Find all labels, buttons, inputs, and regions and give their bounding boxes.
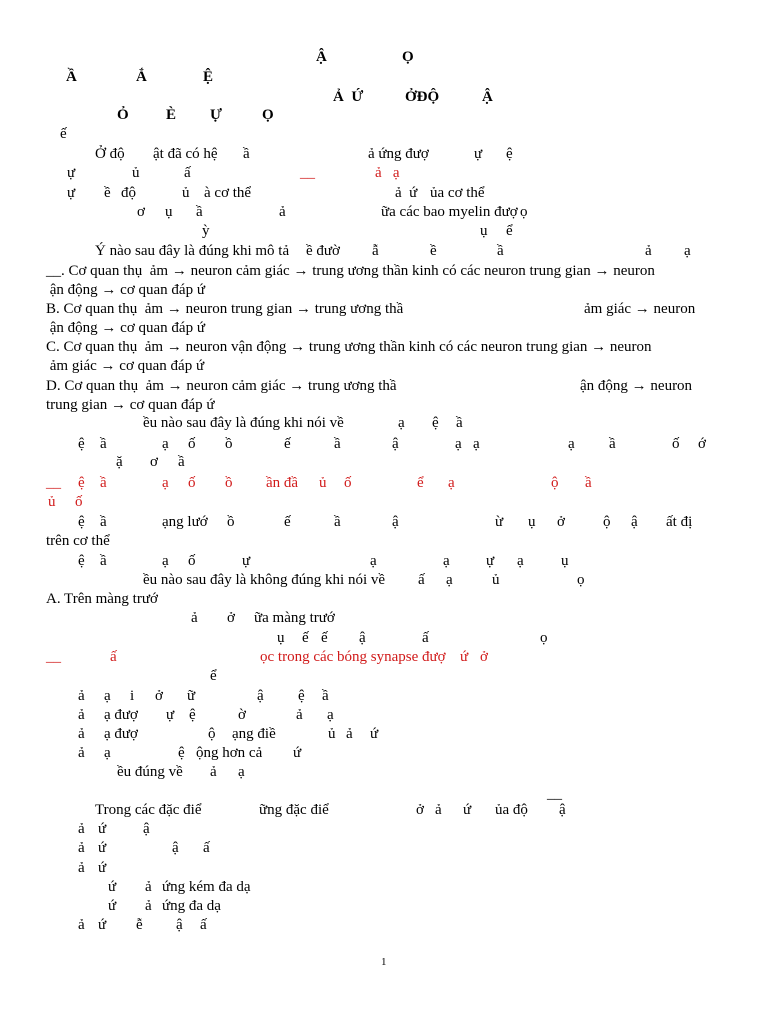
text-line: ỳ [202,223,210,239]
text-line: ừ [495,514,504,530]
text-line: ận động → cơ quan đáp ứ [46,282,205,298]
text-line: ả [346,726,353,742]
text-line: ủa độ [495,802,528,818]
text-line: ạng điề [232,726,276,742]
text-line: ấ [184,165,191,181]
text-line: ả ứng đượ [368,146,429,162]
text-line: ở [557,514,565,530]
text-line: Ệ [203,69,214,85]
text-line: Ọ [262,107,274,123]
text-line: ạ đượ [104,707,138,723]
text-line: ứ [370,726,379,742]
text-line: A. Trên màng trướ [46,591,158,607]
text-line: ố [188,553,196,569]
text-line: ố [75,494,83,510]
text-line: ủ [492,572,500,588]
text-line: ả [210,764,217,780]
text-line: ững đặc điể [259,802,329,818]
text-line: ể [506,223,513,239]
text-line: ữa các bao myelin đượ [381,204,518,220]
text-line: ạng lướ [162,514,208,530]
text-line: ữ [187,688,196,704]
text-line: ứ [463,802,472,818]
text-line: ệ [298,688,305,704]
text-line: ồ [225,436,233,452]
text-line: ố [188,475,196,491]
text-line: Ọ [402,49,414,65]
text-line: ụ [561,553,569,569]
text-line: ấ [110,649,117,665]
text-line: ứ [108,898,117,914]
text-line: ệ [78,475,85,491]
text-line: ệ [178,745,185,761]
text-line: ể [210,668,217,684]
text-line: Ự [210,107,222,123]
text-line: ả [78,745,85,761]
text-line: ứ [460,649,469,665]
text-line: Ả Ứ [333,89,364,105]
text-line: ầ [334,514,341,530]
text-line: ứ [98,860,107,876]
text-line: ứ [293,745,302,761]
text-line: ệ [432,415,439,431]
text-line: ạ [446,572,453,588]
text-line: ều nào sau đây là không đúng khi nói về [143,572,386,588]
text-line: ả ạ [375,165,400,181]
text-line: ụ [165,204,173,220]
text-line: C. Cơ quan thụ ảm → neuron vận động → trung ương thần kinh có các neuron trung gian → neuron [46,339,652,355]
text-line: ận động → neuron [580,378,693,394]
text-line: ụ [480,223,488,239]
text-line: ả [279,204,286,220]
text-line: ớ [698,436,706,452]
text-line: ả [645,243,652,259]
text-line: ả [78,860,85,876]
text-line: ộ [603,514,611,530]
text-line: ỞĐỘ [405,89,440,105]
text-line: ứ [108,879,117,895]
text-line: ự [67,165,76,181]
text-line: ả [296,707,303,723]
text-line: ọ [577,572,585,588]
text-line: ở [416,802,424,818]
text-line: ạ [104,745,111,761]
text-line: ạ [162,553,169,569]
text-line: ả [78,917,85,933]
text-line: ạ [568,436,575,452]
text-line: ệ [506,146,513,162]
text-line: ộng hơn cả [196,745,263,761]
text-line: ạ [455,436,462,452]
text-line: ầ [497,243,504,259]
text-line: ơ [137,204,145,220]
text-line: ạ [684,243,691,259]
text-line: Ầ [66,69,77,85]
text-line: B. Cơ quan thụ ảm → neuron trung gian → trung ương thầ [46,301,404,317]
text-line: ề [430,243,437,259]
text-line: ủ [319,475,327,491]
text-line: ế [60,126,67,142]
text-line: ều đúng về [117,764,183,780]
text-line: __ [547,786,562,802]
text-line: ầ [196,204,203,220]
text-line: ự [67,185,76,201]
text-line: ệ [78,436,85,452]
text-line: ế [284,514,291,530]
text-line: ả [78,707,85,723]
text-line: Ý nào sau đây là đúng khi mô tả [95,243,290,259]
text-line: ệ [78,514,85,530]
text-line: ậ [143,821,150,837]
text-line: ẫ [372,243,379,259]
text-line: ủ [328,726,336,742]
text-line: ầ [178,454,185,470]
text-line: độ [121,185,136,201]
text-line: ạ [162,475,169,491]
text-line: ụ [528,514,536,530]
text-line: ạ [443,553,450,569]
text-line: ậ [359,630,366,646]
text-line: ạ [104,688,111,704]
text-line: È [166,107,177,123]
text-line: ờ [238,707,246,723]
text-line: ấ [203,840,210,856]
text-line: ảm giác → neuron [584,301,696,317]
text-line: ạ [398,415,405,431]
text-line: ả [78,726,85,742]
page-number: 1 [381,956,387,968]
text-line: ạ [473,436,480,452]
text-line: ồ [227,514,235,530]
text-line: ả [78,688,85,704]
text-line: ả [78,821,85,837]
text-line: ở [155,688,163,704]
text-line: ế [302,630,309,646]
text-line: ễ [136,917,143,933]
text-line: Ỏ [117,107,129,123]
text-line: ậ [559,802,566,818]
text-line: ận động → cơ quan đáp ứ [46,320,205,336]
text-line: ậ [392,514,399,530]
text-line: ậ [176,917,183,933]
text-line: ậ [257,688,264,704]
text-line: ậ [392,436,399,452]
text-line: ả [145,898,152,914]
text-line: ộ [551,475,559,491]
text-line: ầ [100,514,107,530]
text-line: ế [284,436,291,452]
text-line: __ [300,165,315,181]
text-line: ở [480,649,488,665]
text-line: trung gian → cơ quan đáp ứ [46,397,215,413]
text-line: ều nào sau đây là đúng khi nói về [143,415,344,431]
text-line: Trong các đặc điể [95,802,202,818]
text-line: ạ đượ [104,726,138,742]
text-line: ệ [78,553,85,569]
text-line: Ậ [316,49,327,65]
text-line: ộ [208,726,216,742]
text-line: ố [188,436,196,452]
text-line: ất đị [666,514,693,530]
text-line: ứ [98,821,107,837]
text-line: ủ [132,165,140,181]
text-line: ủ [48,494,56,510]
text-line: ồ [225,475,233,491]
text-line: ự [242,553,251,569]
text-line: ạ [162,436,169,452]
text-line: __ [46,649,61,665]
text-line: à cơ thể [204,185,252,201]
text-line: Ở độ [95,146,125,162]
text-line: ạ [238,764,245,780]
text-line: ệ [189,707,196,723]
text-line: ậ [172,840,179,856]
text-line: ọc trong các bóng synapse đượ [260,649,446,665]
text-line: ầ [100,553,107,569]
text-line: ặ [116,454,123,470]
text-line: ầ [585,475,592,491]
text-line: ảm giác → cơ quan đáp ứ [46,358,205,374]
text-line: ế [321,630,328,646]
text-line: ạ [517,553,524,569]
text-line: ữa màng trướ [254,610,335,626]
text-line: ấ [422,630,429,646]
text-line: ề [104,185,111,201]
text-line: ự [474,146,483,162]
text-line: __ [46,475,61,491]
text-line: ọ [520,204,528,220]
text-line: ụ [277,630,285,646]
text-line: D. Cơ quan thụ ảm → neuron cảm giác → trung ương thầ [46,378,397,394]
text-line: i [130,688,135,704]
text-line: ả [191,610,198,626]
text-line: ầ [100,475,107,491]
text-line: ố [672,436,680,452]
text-line: Ắ [136,69,147,85]
text-line: ậ [631,514,638,530]
text-line: ấ [418,572,425,588]
text-line: ạ [370,553,377,569]
text-line: ở [227,610,235,626]
text-line: ầ [609,436,616,452]
text-line: ạ [327,707,334,723]
text-line: ả ứ [395,185,418,201]
text-line: ả [78,840,85,856]
text-line: ầ [243,146,250,162]
text-line: ả [435,802,442,818]
text-line: ủ [182,185,190,201]
text-line: ật đã có hệ [153,146,218,162]
text-line: ự [486,553,495,569]
text-line: trên cơ thể [46,533,110,549]
text-line: ầ [456,415,463,431]
text-line: ầ [100,436,107,452]
text-line: ọ [540,630,548,646]
text-line: ố [344,475,352,491]
text-line: ầ [334,436,341,452]
text-line: ề đườ [306,243,340,259]
text-line: ạ [448,475,455,491]
text-line: ấ [200,917,207,933]
text-line: ần đầ [266,475,299,491]
text-line: ứ [98,917,107,933]
text-line: __. Cơ quan thụ ảm → neuron cảm giác → trung ương thần kinh có các neuron trung gian → neuron [46,263,655,279]
text-line: Ậ [482,89,493,105]
text-line: ầ [322,688,329,704]
text-line: ứ [98,840,107,856]
text-line: ứng đa dạ [162,898,221,914]
text-line: ủa cơ thể [430,185,485,201]
text-line: ứng kém đa dạ [162,879,251,895]
text-line: ự [166,707,175,723]
text-line: ơ [150,454,158,470]
text-line: ả [145,879,152,895]
text-line: ể [417,475,424,491]
